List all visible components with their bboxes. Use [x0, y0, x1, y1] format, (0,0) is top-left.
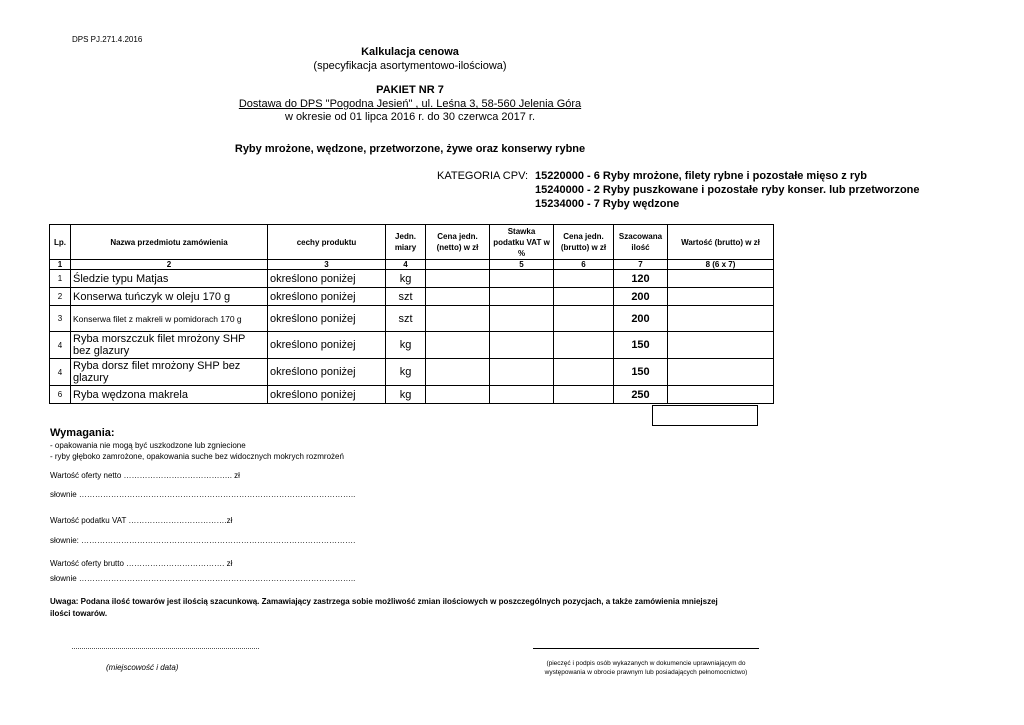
row-features: określono poniżej: [268, 332, 386, 359]
row-gross-value-cell[interactable]: [668, 270, 774, 288]
row-unit: kg: [386, 386, 426, 404]
row-lp: 6: [50, 386, 71, 404]
row-name: Ryba wędzona makrela: [71, 386, 268, 404]
row-name: Konserwa filet z makreli w pomidorach 170 g: [71, 306, 268, 332]
col-number: 8 (6 x 7): [668, 260, 774, 270]
cpv-line: 15234000 - 7 Ryby wędzone: [535, 198, 680, 210]
row-features: określono poniżej: [268, 288, 386, 306]
row-lp: 2: [50, 288, 71, 306]
col-number: 7: [614, 260, 668, 270]
row-quantity: 150: [614, 332, 668, 359]
row-vat-cell[interactable]: [490, 306, 554, 332]
row-quantity: 250: [614, 386, 668, 404]
gross-value-field[interactable]: Wartość oferty brutto ………………………………. zł: [50, 559, 233, 568]
table-row: [50, 359, 774, 386]
requirement-item: - opakowania nie mogą być uszkodzone lub zgniecione: [50, 441, 246, 450]
signature-caption-line1: (pieczęć i podpis osób wykazanych w dokumencie uprawniającym do: [546, 660, 746, 667]
place-date-line: [72, 648, 259, 649]
row-features: określono poniżej: [268, 359, 386, 386]
col-number: [426, 260, 490, 270]
vat-value-words-field[interactable]: słownie: ………………………………………………………………………………………….: [50, 536, 356, 545]
row-gross-price-cell[interactable]: [554, 270, 614, 288]
row-vat-cell[interactable]: [490, 332, 554, 359]
cpv-line: 15220000 - 6 Ryby mrożone, filety rybne i pozostałe mięso z ryb: [535, 170, 867, 182]
row-unit: szt: [386, 306, 426, 332]
header-unit: Jedn. miary: [386, 225, 426, 260]
package-number: PAKIET NR 7: [376, 84, 444, 96]
row-gross-price-cell[interactable]: [554, 306, 614, 332]
row-name: Ryba dorsz filet mrożony SHP bez glazury: [71, 359, 268, 386]
row-name: Konserwa tuńczyk w oleju 170 g: [71, 288, 268, 306]
row-net-price-cell[interactable]: [426, 332, 490, 359]
row-unit: szt: [386, 288, 426, 306]
table-header-row: [50, 225, 774, 260]
table-row: [50, 332, 774, 359]
col-number: 6: [554, 260, 614, 270]
row-features: określono poniżej: [268, 386, 386, 404]
document-subtitle: (specyfikacja asortymentowo-ilościowa): [313, 60, 507, 72]
row-vat-cell[interactable]: [490, 359, 554, 386]
table-row: [50, 306, 774, 332]
requirement-item: - ryby głęboko zamrożone, opakowania suche bez widocznych mokrych rozmrożeń: [50, 452, 344, 461]
header-gross-price: Cena jedn.(brutto) w zł: [554, 225, 614, 260]
total-value-cell[interactable]: [652, 405, 758, 426]
signature-line: [533, 648, 759, 649]
delivery-address: Dostawa do DPS "Pogodna Jesień" , ul. Leśna 3, 58-560 Jelenia Góra: [238, 98, 582, 110]
row-unit: kg: [386, 332, 426, 359]
col-number: 5: [490, 260, 554, 270]
table-row: [50, 288, 774, 306]
header-gross-value: Wartość (brutto) w zł: [668, 225, 774, 260]
row-lp: 3: [50, 306, 71, 332]
row-gross-price-cell[interactable]: [554, 386, 614, 404]
col-number: 2: [71, 260, 268, 270]
requirements-title: Wymagania:: [50, 427, 115, 439]
table-row: [50, 270, 774, 288]
header-net-price: Cena jedn.(netto) w zł: [426, 225, 490, 260]
row-net-price-cell[interactable]: [426, 359, 490, 386]
col-number: 4: [386, 260, 426, 270]
delivery-period: w okresie od 01 lipca 2016 r. do 30 czerwca 2017 r.: [284, 111, 536, 123]
header-name: Nazwa przedmiotu zamówienia: [71, 225, 268, 260]
row-net-price-cell[interactable]: [426, 306, 490, 332]
header-lp: Lp.: [50, 225, 71, 260]
row-gross-value-cell[interactable]: [668, 332, 774, 359]
row-vat-cell[interactable]: [490, 386, 554, 404]
row-lp: 1: [50, 270, 71, 288]
net-value-field[interactable]: Wartość oferty netto ………………………………….. zł: [50, 471, 240, 480]
row-features: określono poniżej: [268, 306, 386, 332]
col-number: 3: [268, 260, 386, 270]
header-quantity: Szacowana ilość: [614, 225, 668, 260]
row-gross-price-cell[interactable]: [554, 359, 614, 386]
row-net-price-cell[interactable]: [426, 270, 490, 288]
document-title: Kalkulacja cenowa: [361, 46, 459, 58]
row-gross-value-cell[interactable]: [668, 306, 774, 332]
row-quantity: 120: [614, 270, 668, 288]
gross-value-words-field[interactable]: słownie …………………………………………………………………………………………..: [50, 574, 356, 583]
table-number-row: [50, 260, 774, 270]
row-gross-price-cell[interactable]: [554, 288, 614, 306]
row-name: Ryba morszczuk filet mrożony SHP bez glazury: [71, 332, 268, 359]
header-vat: Stawka podatku VAT w %: [490, 225, 554, 260]
header-features: cechy produktu: [268, 225, 386, 260]
cpv-line: 15240000 - 2 Ryby puszkowane i pozostałe ryby konser. lub przetworzone: [535, 184, 920, 196]
row-lp: 4: [50, 332, 71, 359]
row-vat-cell[interactable]: [490, 270, 554, 288]
row-name: Śledzie typu Matjas: [71, 270, 268, 288]
row-features: określono poniżej: [268, 270, 386, 288]
cpv-label: KATEGORIA CPV:: [437, 170, 529, 182]
row-gross-value-cell[interactable]: [668, 359, 774, 386]
price-table: [49, 224, 774, 404]
category-title: Ryby mrożone, wędzone, przetworzone, żywe oraz konserwy rybne: [234, 143, 586, 155]
place-date-caption: (miejscowość i data): [106, 663, 179, 672]
document-reference: DPS PJ.271.4.2016: [72, 35, 143, 44]
row-quantity: 200: [614, 288, 668, 306]
row-gross-value-cell[interactable]: [668, 386, 774, 404]
row-gross-value-cell[interactable]: [668, 288, 774, 306]
quantity-note: Uwaga: Podana ilość towarów jest ilością szacunkową. Zamawiający zastrzega sobie możliwość zmian ilościowych w poszczególnych pozycjach, a także zamówienia mniejszej ilości towarów.: [50, 597, 718, 618]
signature-caption: [533, 659, 759, 677]
row-vat-cell[interactable]: [490, 288, 554, 306]
row-lp: 4: [50, 359, 71, 386]
row-quantity: 200: [614, 306, 668, 332]
row-unit: kg: [386, 270, 426, 288]
net-value-words-field[interactable]: słownie …………………………………………………………………………………………..: [50, 490, 356, 499]
row-net-price-cell[interactable]: [426, 288, 490, 306]
table-row: [50, 386, 774, 404]
vat-value-field[interactable]: Wartość podatku VAT ……………………………….zł: [50, 516, 233, 525]
row-quantity: 150: [614, 359, 668, 386]
row-net-price-cell[interactable]: [426, 386, 490, 404]
row-unit: kg: [386, 359, 426, 386]
col-number: 1: [50, 260, 71, 270]
row-gross-price-cell[interactable]: [554, 332, 614, 359]
signature-caption-line2: występowania w obrocie prawnym lub posiadających pełnomocnictwo): [544, 669, 748, 676]
